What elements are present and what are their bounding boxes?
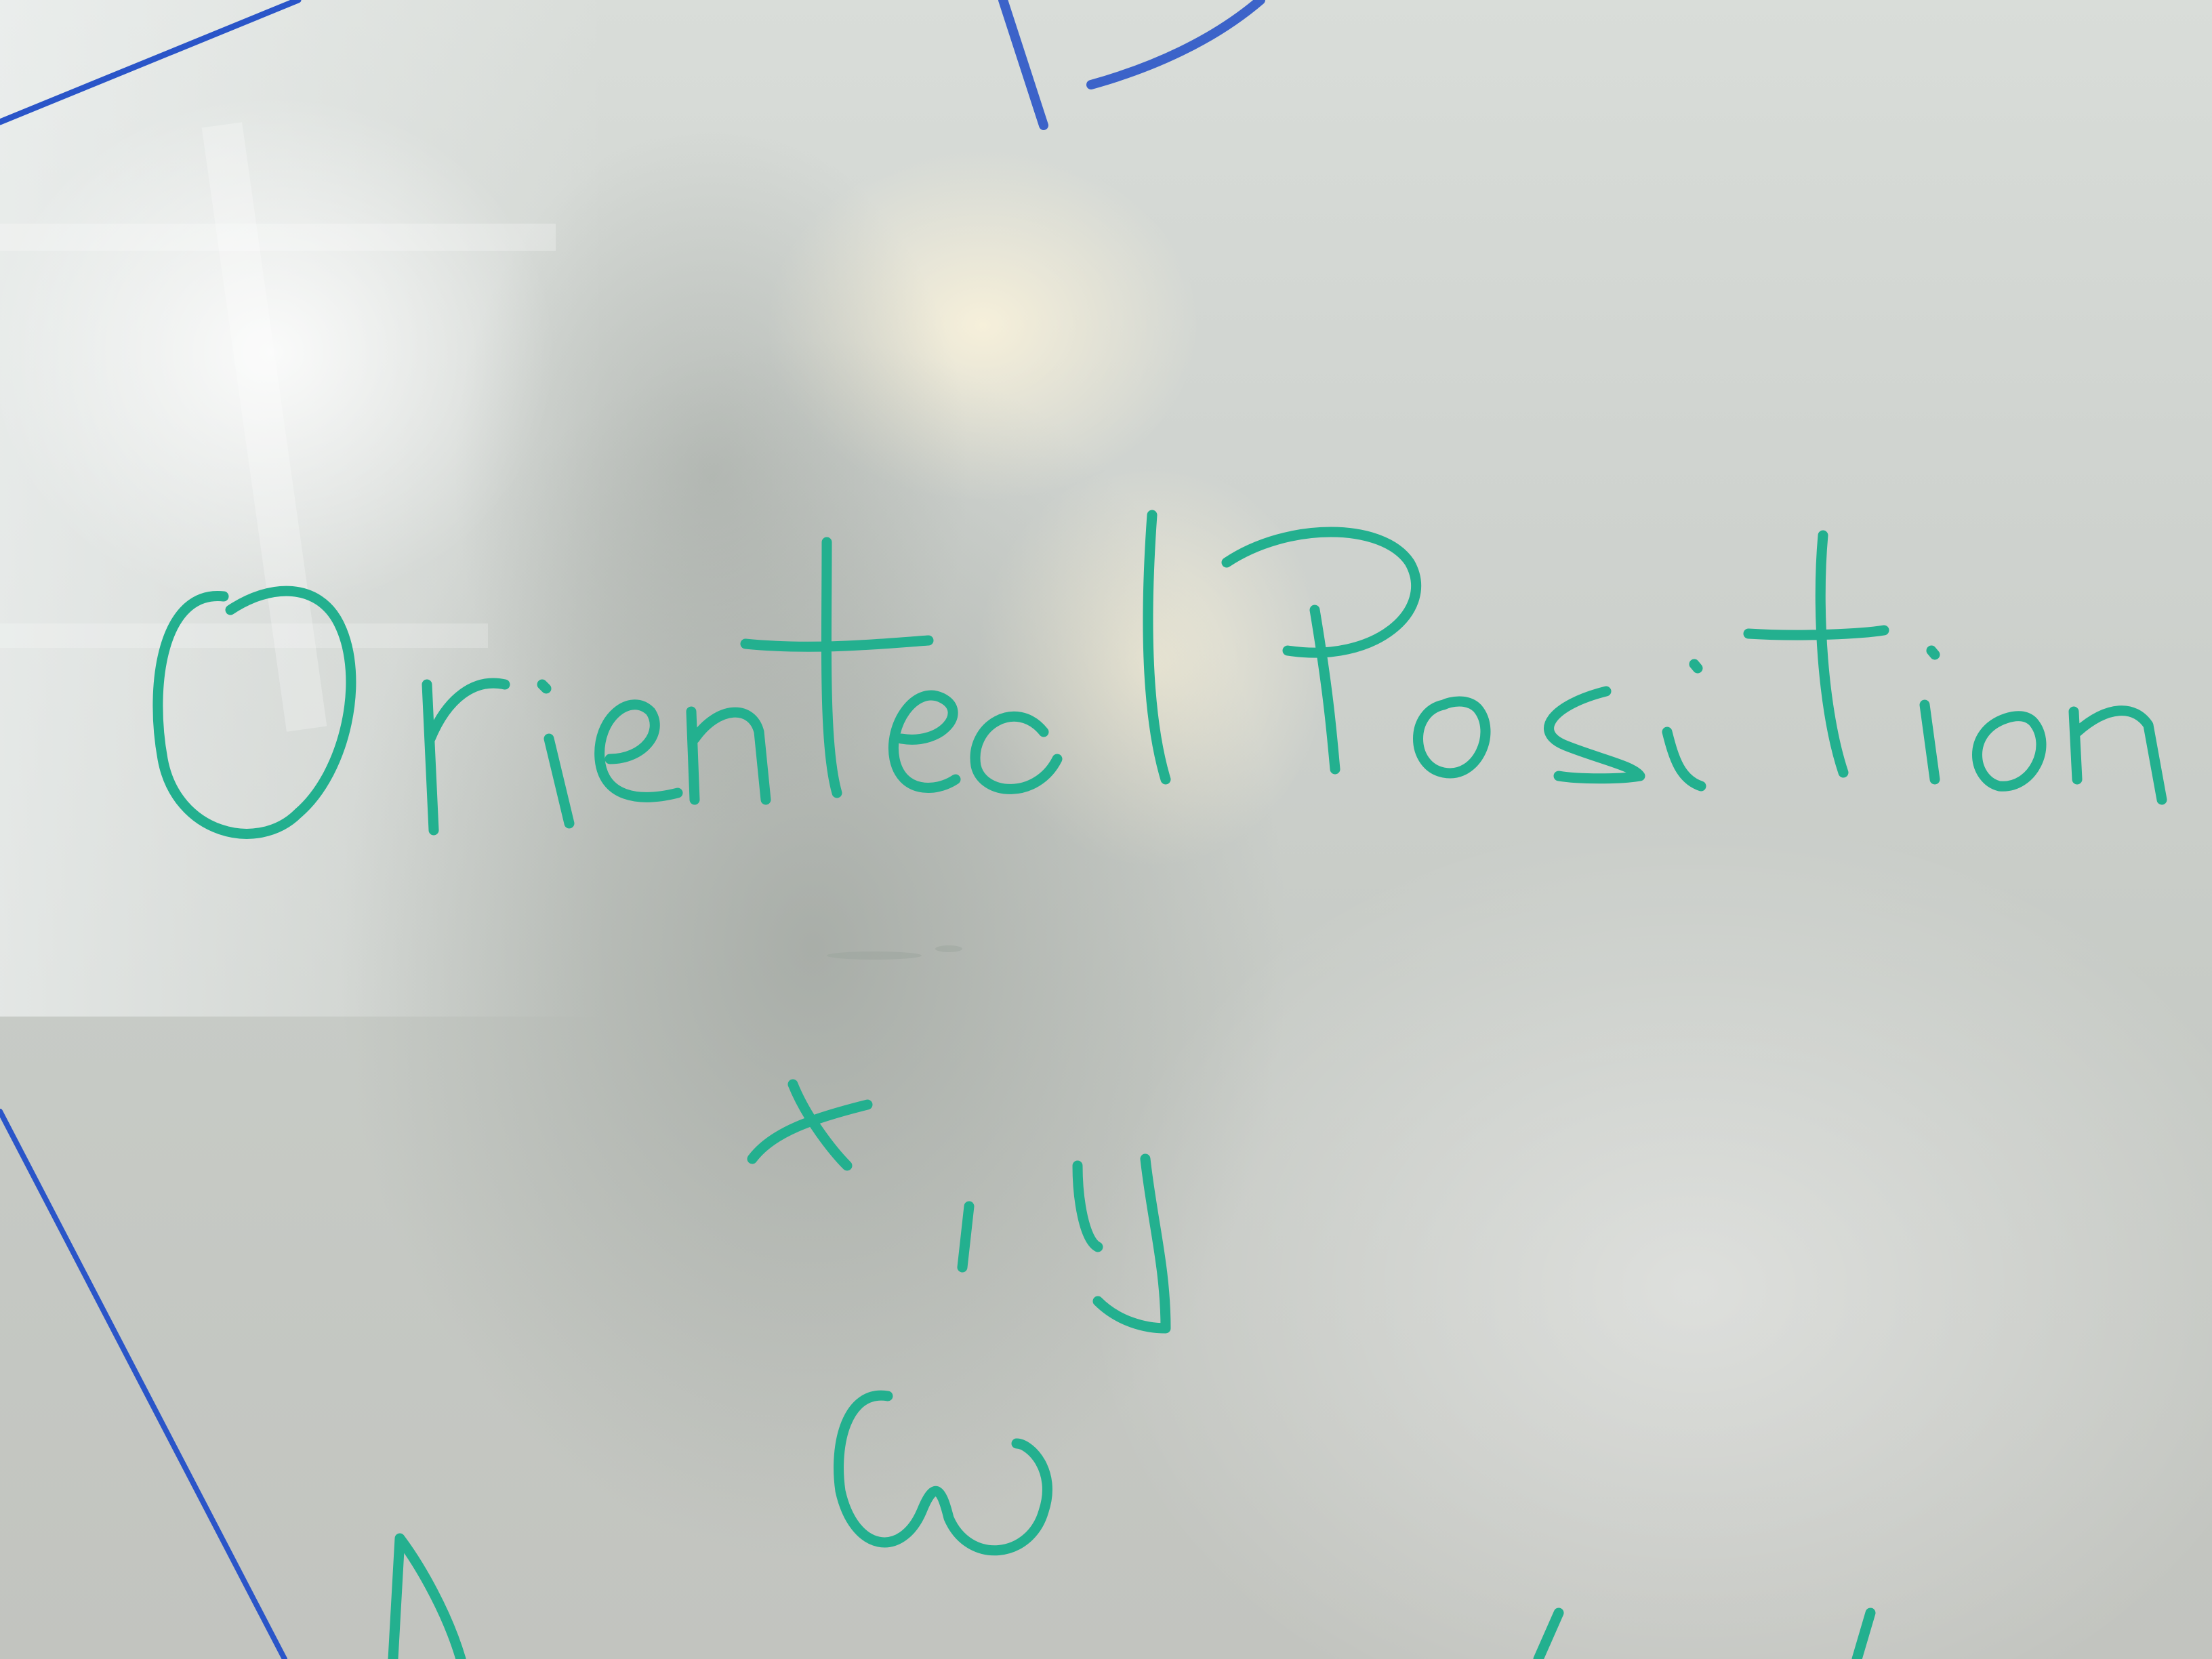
symbol-comma	[962, 1206, 969, 1267]
letter-M-partial	[393, 1538, 461, 1659]
letter-t2	[1748, 535, 1884, 773]
letter-o	[1418, 701, 1486, 773]
letter-s	[1549, 691, 1640, 779]
letter-i3	[1925, 651, 1935, 779]
top-blue-scribbles	[1003, 0, 1261, 125]
letter-i2	[1667, 664, 1701, 786]
letter-o2	[1978, 716, 2041, 787]
letter-n2	[2074, 711, 2162, 800]
